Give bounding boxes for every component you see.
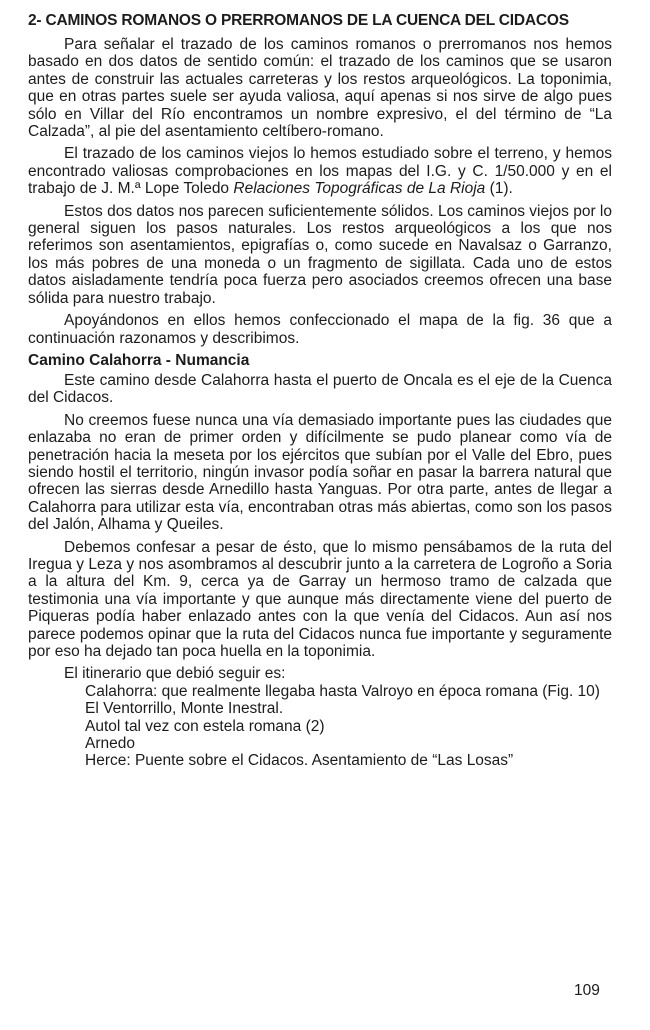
list-item: Arnedo	[85, 735, 135, 753]
itinerary-list	[28, 683, 612, 770]
paragraph-8: El itinerario que debió seguir es:	[64, 665, 286, 683]
paragraph-3: Estos dos datos nos parecen suficientemente sólidos. Los caminos viejos por lo general siguen los pasos naturales. Los restos arqueológicos a los que nos referimos son asentamientos, epigrafías o, como sucede en Navalsaz o Garranzo, los más pobres de una moneda o un fragmento de sigillata. Cada uno de estos datos aisladamente tendría poca fuerza pero asociados creemos ofrecen una base sólida para nuestro trabajo.	[28, 202, 612, 307]
page-number: 109	[574, 982, 600, 999]
paragraph-5: Este camino desde Calahorra hasta el puerto de Oncala es el eje de la Cuenca del Cidacos.	[28, 371, 612, 407]
paragraph-2-text-b: (1).	[485, 180, 513, 198]
section-title: 2- CAMINOS ROMANOS O PRERROMANOS DE LA CUENCA DEL CIDACOS	[28, 12, 569, 29]
paragraph-6: No creemos fuese nunca una vía demasiado importante pues las ciudades que enlazaba no eran de primer orden y difícilmente se pudo planear como vía de penetración hacia la meseta por los ejércitos que subían por el Valle del Ebro, pues siendo hostil el territorio, ningún invasor podía soñar en pasar la barrera natural que ofrecen las sierras desde Arnedillo hasta Yanguas. Por otra parte, antes de llegar a Calahorra para utilizar esta vía, encontraban otras más abiertas, como son los pasos del Jalón, Alhama y Queiles.	[28, 411, 612, 534]
list-item: Herce: Puente sobre el Cidacos. Asentamiento de “Las Losas”	[85, 752, 514, 770]
list-item: Autol tal vez con estela romana (2)	[85, 717, 325, 735]
paragraph-4: Apoyándonos en ellos hemos confeccionado el mapa de la fig. 36 que a continuación razonamos y describimos.	[28, 312, 612, 347]
subheading: Camino Calahorra - Numancia	[28, 351, 250, 369]
paragraph-2	[28, 145, 612, 197]
book-title: Relaciones Topográficas de La Rioja	[233, 180, 486, 198]
list-item: Calahorra: que realmente llegaba hasta Valroyo en época romana (Fig. 10) El Ventorrillo, Monte Inestral.	[85, 682, 600, 718]
paragraph-1: Para señalar el trazado de los caminos romanos o prerromanos nos hemos basado en dos datos de sentido común: el trazado de los caminos que se usaron antes de construir las actuales carreteras y los restos arqueológicos. La toponimia, que en otras partes suele ser ayuda valiosa, aquí apenas si nos sirve de algo pues sólo en Villar del Río encontramos un nombre expresivo, el del término de “La Calzada”, al pie del asentamiento celtíbero-romano.	[28, 36, 612, 141]
paragraph-7: Debemos confesar a pesar de ésto, que lo mismo pensábamos de la ruta del Iregua y Leza y nos asombramos al descubrir junto a la carretera de Logroño a Soria a la altura del Km. 9, cerca ya de Garray un hermoso tramo de calzada que testimonia una vía importante y que aunque más directamente viene del puerto de Piqueras podía haber enlazado antes con la que venía del Cidacos. Aun así nos parece podemos opinar que la ruta del Cidacos nunca fue importante y seguramente por eso ha dejado tan poca huella en la toponimia.	[28, 538, 612, 660]
paragraph-2-text-a: El trazado de los caminos viejos lo hemos estudiado sobre el terreno, y hemos encontrado valiosas comprobaciones en los mapas del I.G. y C. 1/50.000 y en el trabajo de J. M.ª Lope Toledo	[28, 145, 612, 198]
